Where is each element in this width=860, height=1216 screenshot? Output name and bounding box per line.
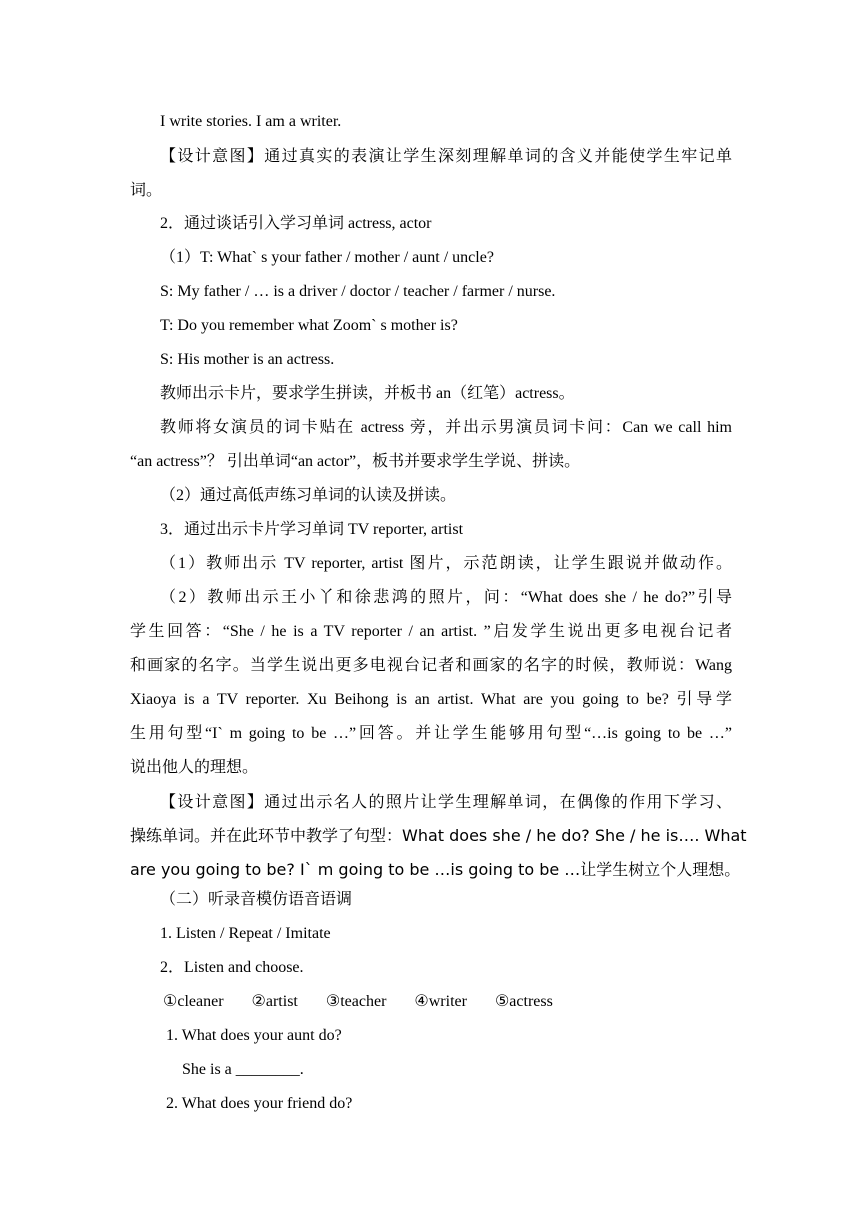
text-line: 词。 [130, 180, 163, 199]
option-item: ⑤actress [494, 993, 553, 1010]
list-item: 2．Listen and choose. [160, 959, 304, 976]
dialogue-line: T: Do you remember what Zoom` s mother is? [160, 317, 458, 334]
option-item: ④writer [414, 993, 467, 1010]
option-item: ③teacher [325, 993, 387, 1010]
dialogue-line: S: My father / … is a driver / doctor / teacher / farmer / nurse. [160, 283, 556, 300]
dialogue-line: S: His mother is an actress. [160, 351, 335, 368]
question-line: 2. What does your friend do? [166, 1095, 353, 1112]
option-item: ①cleaner [163, 993, 224, 1010]
text-line: 生用句型“I` m going to be …”回答。并让学生能够用句型“…is going to be …” [130, 725, 732, 742]
section-heading: （二）听录音模仿语音语调 [160, 891, 353, 908]
text-line: 学生回答：“She / he is a TV reporter / an artist. ”启发学生说出更多电视台记者 [130, 623, 732, 640]
option-item: ②artist [251, 993, 298, 1010]
text-line: 说出他人的理想。 [130, 759, 259, 776]
dialogue-line: （1）T: What` s your father / mother / aunt / uncle? [160, 249, 494, 266]
design-intent-line: 操练单词。并在此环节中教学了句型：What does she / he do? She / he is…. What [130, 826, 747, 845]
design-intent-line: 【设计意图】通过真实的表演让学生深刻理解单词的含义并能使学生牢记单 [160, 146, 732, 165]
design-intent-line: are you going to be? I` m going to be …is going to be …让学生树立个人理想。 [130, 860, 741, 879]
text-line: Xiaoya is a TV reporter. Xu Beihong is an artist. What are you going to be? 引导学 [130, 691, 732, 708]
text-line: “an actress”？ 引出单词“an actor”，板书并要求学生学说、拼读。 [130, 453, 581, 470]
section-heading: 2．通过谈话引入学习单词 actress, actor [160, 215, 432, 232]
text-line: （2）通过高低声练习单词的认读及拼读。 [160, 487, 457, 504]
answer-line: She is a ________. [182, 1061, 304, 1078]
text-line: 和画家的名字。当学生说出更多电视台记者和画家的名字的时候，教师说：Wang [130, 657, 732, 674]
list-item: 1. Listen / Repeat / Imitate [160, 925, 331, 942]
section-heading: 3．通过出示卡片学习单词 TV reporter, artist [160, 521, 464, 538]
question-line: 1. What does your aunt do? [166, 1027, 342, 1044]
text-line: （2）教师出示王小丫和徐悲鸿的照片，问：“What does she / he do?”引导 [160, 589, 732, 606]
text-line: I write stories. I am a writer. [160, 113, 342, 130]
design-intent-line: 【设计意图】通过出示名人的照片让学生理解单词，在偶像的作用下学习、 [160, 792, 732, 811]
text-line: 教师出示卡片，要求学生拼读，并板书 an（红笔）actress。 [160, 385, 575, 402]
text-line: 教师将女演员的词卡贴在 actress 旁，并出示男演员词卡问：Can we call him [160, 419, 732, 436]
text-line: （1）教师出示 TV reporter, artist 图片，示范朗读，让学生跟说并做动作。 [160, 555, 732, 572]
options-row [163, 992, 663, 1012]
